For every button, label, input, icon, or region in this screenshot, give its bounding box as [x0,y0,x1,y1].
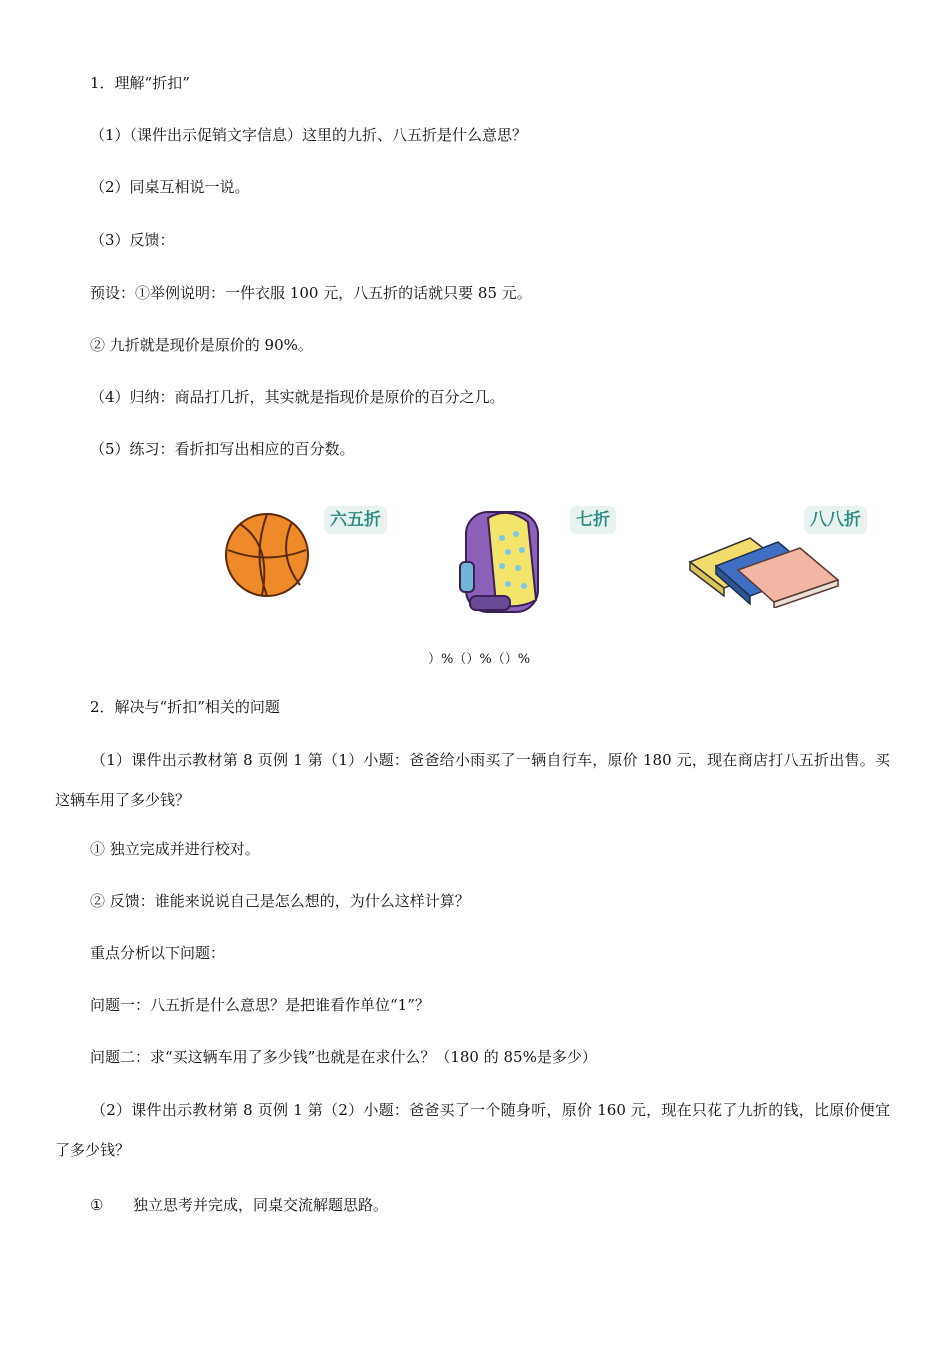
discount-exercise-figure [200,488,900,628]
section-2-heading: 2．解决与“折扣”相关的问题 [90,698,280,716]
discount-tag-1: 六五折 [324,506,387,534]
section-1-heading: 1．理解“折扣” [90,74,190,92]
focus-heading: 重点分析以下问题： [90,944,226,962]
question-two: 问题二：求“买这辆车用了多少钱”也就是在求什么？（180 的 85%是多少） [90,1048,597,1066]
question-4: （4）归纳：商品打几折，其实就是指现价是原价的百分之几。 [90,388,505,406]
step-2: ② 反馈：谁能来说说自己是怎么想的，为什么这样计算？ [90,892,470,910]
step-3-text: 独立思考并完成，同桌交流解题思路。 [133,1196,389,1214]
answer-blanks: ）%（）%（）% [428,652,531,667]
preset-line: 预设：①举例说明：一件衣服 100 元，八五折的话就只要 85 元。 [90,284,532,302]
basketball-icon [222,510,312,600]
preset-line-2: ② 九折就是现价是原价的 90%。 [90,336,313,354]
question-1: （1）（课件出示促销文字信息）这里的九折、八五折是什么意思？ [90,126,528,144]
discount-tag-3: 八八折 [804,506,867,534]
example-1-part-2: （2）课件出示教材第 8 页例 1 第（2）小题：爸爸买了一个随身听，原价 160 元，现在只花了九折的钱，比原价便宜了多少钱？ [55,1101,890,1159]
step-1: ① 独立完成并进行校对。 [90,840,260,858]
discount-tag-2: 七折 [570,506,616,534]
question-2: （2）同桌互相说一说。 [90,178,250,196]
question-3: （3）反馈： [90,231,175,249]
question-5: （5）练习：看折扣写出相应的百分数。 [90,440,355,458]
books-icon [688,526,846,608]
step-3-number: ① [90,1196,104,1214]
question-one: 问题一：八五折是什么意思？是把谁看作单位“1”？ [90,996,430,1014]
backpack-icon [458,500,558,618]
example-1-part-1: （1）课件出示教材第 8 页例 1 第（1）小题：爸爸给小雨买了一辆自行车，原价 180 元，现在商店打八五折出售。买这辆车用了多少钱？ [55,751,890,809]
